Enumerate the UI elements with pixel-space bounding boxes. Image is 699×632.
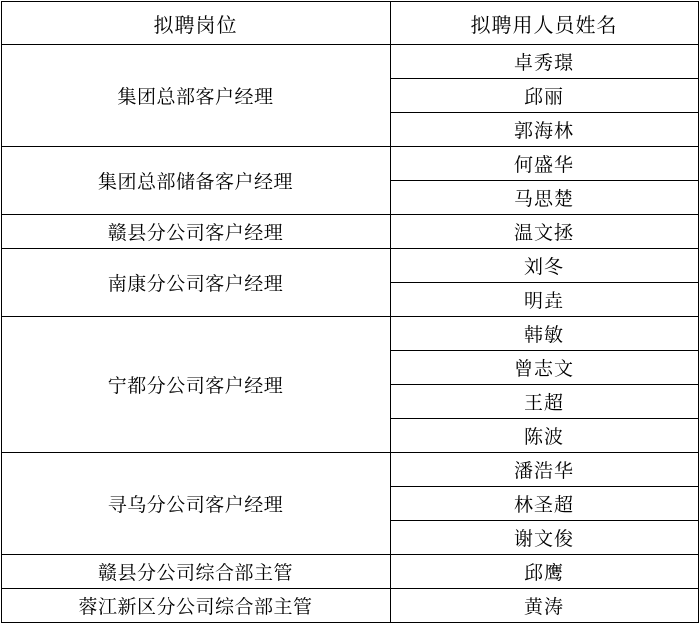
name-cell: 谢文俊: [390, 521, 698, 555]
table-row: [1, 555, 698, 589]
table-row: [1, 317, 698, 351]
position-cell: 南康分公司客户经理: [1, 249, 390, 317]
table-body: [1, 45, 698, 623]
table-row: [1, 453, 698, 487]
position-cell: 蓉江新区分公司综合部主管: [1, 589, 390, 623]
table-row: [1, 249, 698, 283]
position-cell: 集团总部客户经理: [1, 45, 390, 147]
name-cell: 黄涛: [390, 589, 698, 623]
column-header-position: 拟聘岗位: [1, 2, 390, 45]
position-cell: 赣县分公司客户经理: [1, 215, 390, 249]
column-header-name: 拟聘用人员姓名: [390, 2, 698, 45]
name-cell: 潘浩华: [390, 453, 698, 487]
position-cell: 赣县分公司综合部主管: [1, 555, 390, 589]
name-cell: 林圣超: [390, 487, 698, 521]
table-header: [1, 2, 698, 45]
name-cell: 郭海林: [390, 113, 698, 147]
name-cell: 陈波: [390, 419, 698, 453]
position-cell: 寻乌分公司客户经理: [1, 453, 390, 555]
table-row: [1, 45, 698, 79]
name-cell: 明垚: [390, 283, 698, 317]
name-cell: 卓秀璟: [390, 45, 698, 79]
name-cell: 温文拯: [390, 215, 698, 249]
position-cell: 集团总部储备客户经理: [1, 147, 390, 215]
name-cell: 邱丽: [390, 79, 698, 113]
name-cell: 邱鹰: [390, 555, 698, 589]
table-row: [1, 147, 698, 181]
position-cell: 宁都分公司客户经理: [1, 317, 390, 453]
hiring-roster-table: [1, 1, 699, 623]
name-cell: 何盛华: [390, 147, 698, 181]
name-cell: 王超: [390, 385, 698, 419]
table-row: [1, 215, 698, 249]
table-row: [1, 589, 698, 623]
name-cell: 刘冬: [390, 249, 698, 283]
table-header-row: [1, 2, 698, 45]
name-cell: 韩敏: [390, 317, 698, 351]
name-cell: 曾志文: [390, 351, 698, 385]
name-cell: 马思楚: [390, 181, 698, 215]
